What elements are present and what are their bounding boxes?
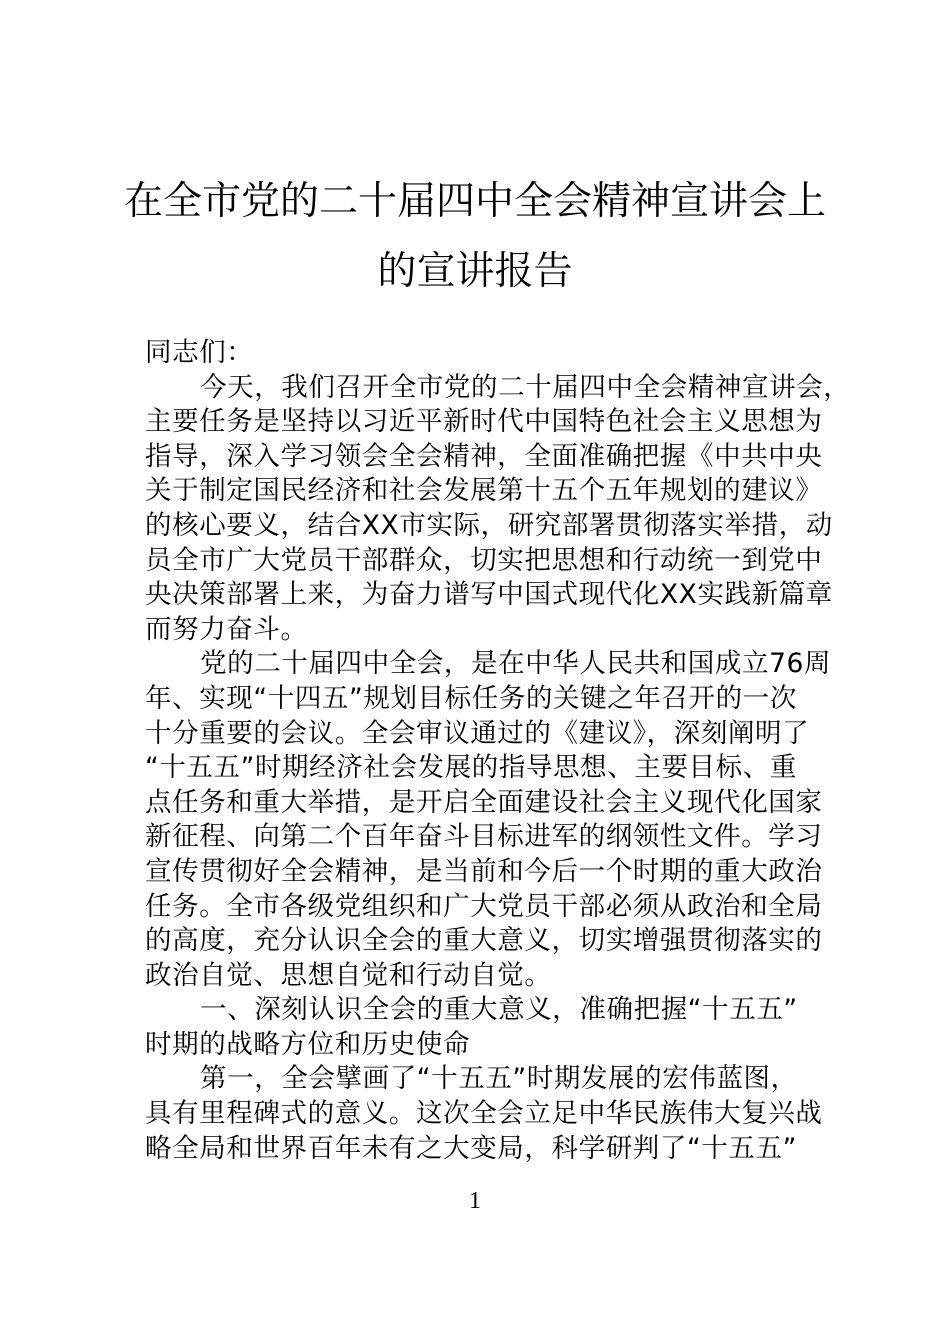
text-line: 主要任务是坚持以习近平新时代中国特色社会主义思想为 [145,406,823,438]
text-line: 宣传贯彻好全会精神，是当前和今后一个时期的重大政治 [145,855,823,887]
paragraph [145,993,815,1062]
text-line: 十分重要的会议。全会审议通过的《建议》，深刻阐明了 [145,717,810,749]
text-line: 的高度，充分认识全会的重大意义，切实增强贯彻落实的 [145,925,823,957]
text-line: “十五五”时期经济社会发展的指导思想、主要目标、重 [145,752,797,784]
text-line: 今天，我们召开全市党的二十届四中全会精神宣讲会， [200,371,851,403]
document-title-line-1: 在全市党的二十届四中全会精神宣讲会上 [123,179,826,224]
text-line: 任务。全市各级党组织和广大党员干部必须从政治和全局 [145,890,823,922]
text-line: 时期的战略方位和历史使命 [145,1028,471,1060]
text-line: 具有里程碑式的意义。这次全会立足中华民族伟大复兴战 [145,1098,823,1130]
text-line: 关于制定国民经济和社会发展第十五个五年规划的建议》 [145,475,823,507]
page-number: 1 [469,1188,481,1214]
text-line: 点任务和重大举措，是开启全面建设社会主义现代化国家 [145,786,823,818]
paragraph [145,336,815,371]
text-line: 员全市广大党员干部群众，切实把思想和行动统一到党中 [145,544,823,576]
paragraph [145,1062,823,1166]
text-line: 的核心要义，结合XX市实际，研究部署贯彻落实举措，动 [145,509,833,541]
text-line: 略全局和世界百年未有之大变局，科学研判了“十五五” [145,1132,797,1164]
text-line: 指导，深入学习领会全会精神，全面准确把握《中共中央 [145,440,823,472]
paragraph [145,647,832,993]
text-line: 第一，全会擘画了“十五五”时期发展的宏伟蓝图， [200,1063,798,1095]
document-body [145,336,851,1166]
text-line: 党的二十届四中全会，是在中华人民共和国成立76周 [200,648,832,680]
paragraph [145,371,851,648]
text-line: 同志们： [145,337,254,368]
text-line: 而努力奋斗。 [145,613,308,645]
text-line: 一、深刻认识全会的重大意义，准确把握“十五五” [200,994,798,1026]
text-line: 央决策部署上来，为奋力谱写中国式现代化XX实践新篇章 [145,579,833,611]
text-line: 新征程、向第二个百年奋斗目标进军的纲领性文件。学习 [145,821,823,853]
text-line: 年、实现“十四五”规划目标任务的关键之年召开的一次 [145,682,797,714]
document-title-line-2: 的宣讲报告 [377,249,573,294]
text-line: 政治自觉、思想自觉和行动自觉。 [145,959,552,991]
